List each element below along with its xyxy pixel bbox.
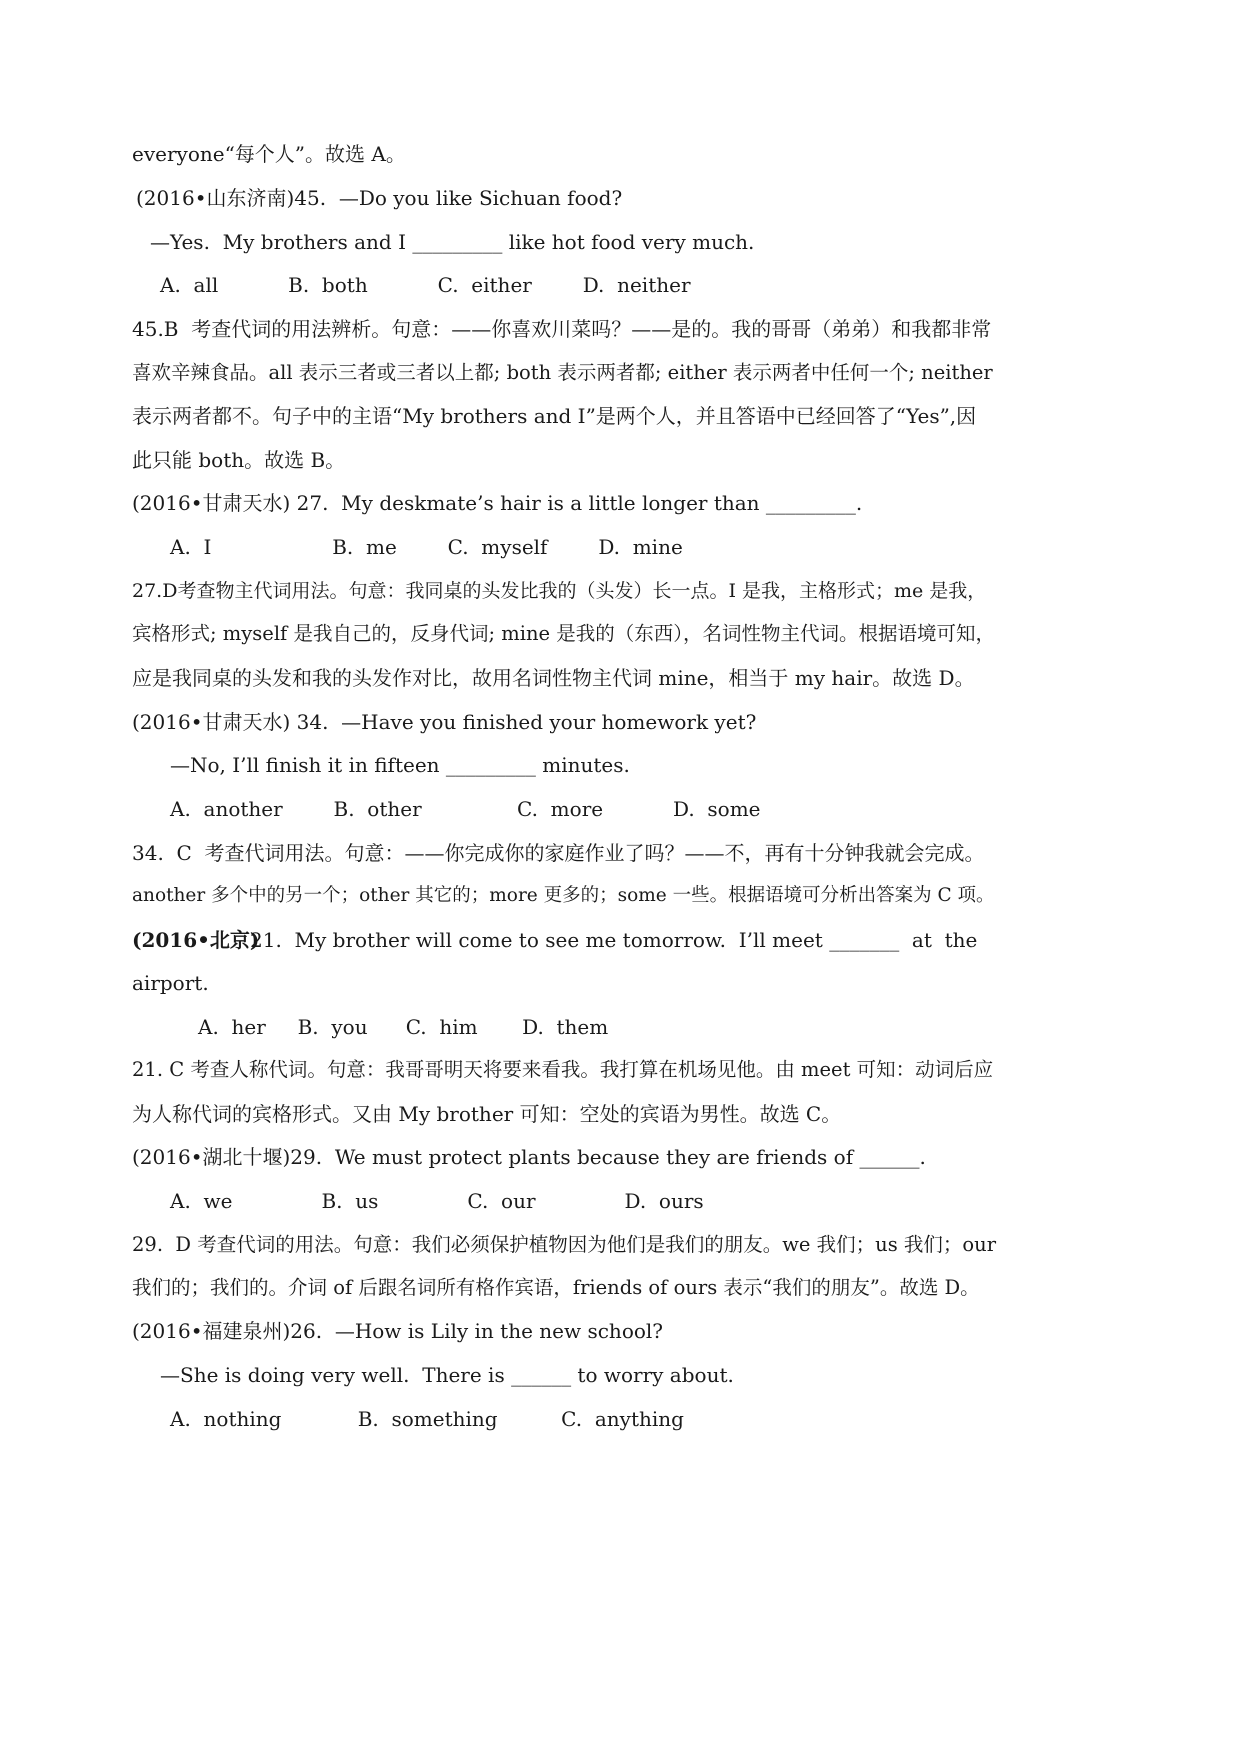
explanation-45-line-3: 表示两者都不。句子中的主语“My brothers and I”是两个人，并且答语中已经回答了“Yes”,因	[132, 404, 977, 428]
question-45-answer-line: —Yes. My brothers and I _________ like hot food very much.	[150, 230, 755, 254]
explanation-34-line-1: 34. C 考查代词用法。句意：——你完成你的家庭作业了吗？——不，再有十分钟我就会完成。	[132, 841, 985, 865]
explanation-27-line-3: 应是我同桌的头发和我的头发作对比，故用名词性物主代词 mine，相当于 my hair。故选 D。	[132, 666, 975, 690]
explanation-21-line-1: 21. C 考查人称代词。句意：我哥哥明天将要来看我。我打算在机场见他。由 meet 可知：动词后应	[132, 1058, 994, 1081]
question-27-options: A. I B. me C. myself D. mine	[170, 535, 683, 559]
question-21-source: (2016•北京)	[132, 928, 260, 952]
explanation-34-line-2: another 多个中的另一个；other 其它的；more 更多的；some 一些。根据语境可分析出答案为 C 项。	[132, 885, 995, 906]
explanation-45-line-4: 此只能 both。故选 B。	[132, 448, 346, 472]
question-29-options: A. we B. us C. our D. ours	[170, 1189, 704, 1213]
question-26-answer-line: —She is doing very well. There is ______ to worry about.	[160, 1363, 734, 1387]
explanation-29-line-2: 我们的；我们的。介词 of 后跟名词所有格作宾语，friends of ours 表示“我们的朋友”。故选 D。	[132, 1276, 980, 1299]
explanation-27-line-1: 27.D考查物主代词用法。句意：我同桌的头发比我的（头发）长一点。I 是我，主格形式；me 是我，	[132, 580, 987, 602]
question-34: (2016•甘肃天水) 34. —Have you finished your homework yet?	[132, 710, 757, 734]
question-26-options: A. nothing B. something C. anything	[170, 1407, 684, 1431]
question-34-options: A. another B. other C. more D. some	[170, 797, 761, 821]
explanation-45-line-2: 喜欢辛辣食品。all 表示三者或三者以上都; both 表示两者都; either 表示两者中任何一个; neither	[132, 361, 993, 384]
explanation-45-line-1: 45.B 考查代词的用法辨析。句意：——你喜欢川菜吗？——是的。我的哥哥（弟弟）和我都非常	[132, 317, 992, 341]
explanation-27-line-2: 宾格形式; myself 是我自己的，反身代词; mine 是我的（东西），名词性物主代词。根据语境可知，	[132, 622, 996, 645]
explanation-21-line-2: 为人称代词的宾格形式。又由 My brother 可知：空处的宾语为男性。故选 C。	[132, 1102, 842, 1126]
question-26: (2016•福建泉州)26. —How is Lily in the new school?	[132, 1319, 664, 1343]
question-29: (2016•湖北十堰)29. We must protect plants because they are friends of ______.	[132, 1145, 926, 1169]
explanation-29-line-1: 29. D 考查代词的用法。句意：我们必须保护植物因为他们是我们的朋友。we 我们；us 我们；our	[132, 1233, 997, 1256]
question-21: 21. My brother will come to see me tomorrow. I’ll meet _______ at the	[250, 928, 978, 952]
question-21-continuation: airport.	[132, 971, 209, 995]
question-45-options: A. all B. both C. either D. neither	[160, 273, 691, 297]
question-34-answer-line: —No, I’ll finish it in fifteen _________ minutes.	[170, 753, 630, 777]
question-27: (2016•甘肃天水) 27. My deskmate’s hair is a little longer than _________.	[132, 491, 863, 515]
question-45: (2016•山东济南)45. —Do you like Sichuan food?	[136, 186, 623, 210]
question-21-options: A. her B. you C. him D. them	[198, 1015, 609, 1039]
text-line: everyone“每个人”。故选 A。	[132, 142, 406, 166]
